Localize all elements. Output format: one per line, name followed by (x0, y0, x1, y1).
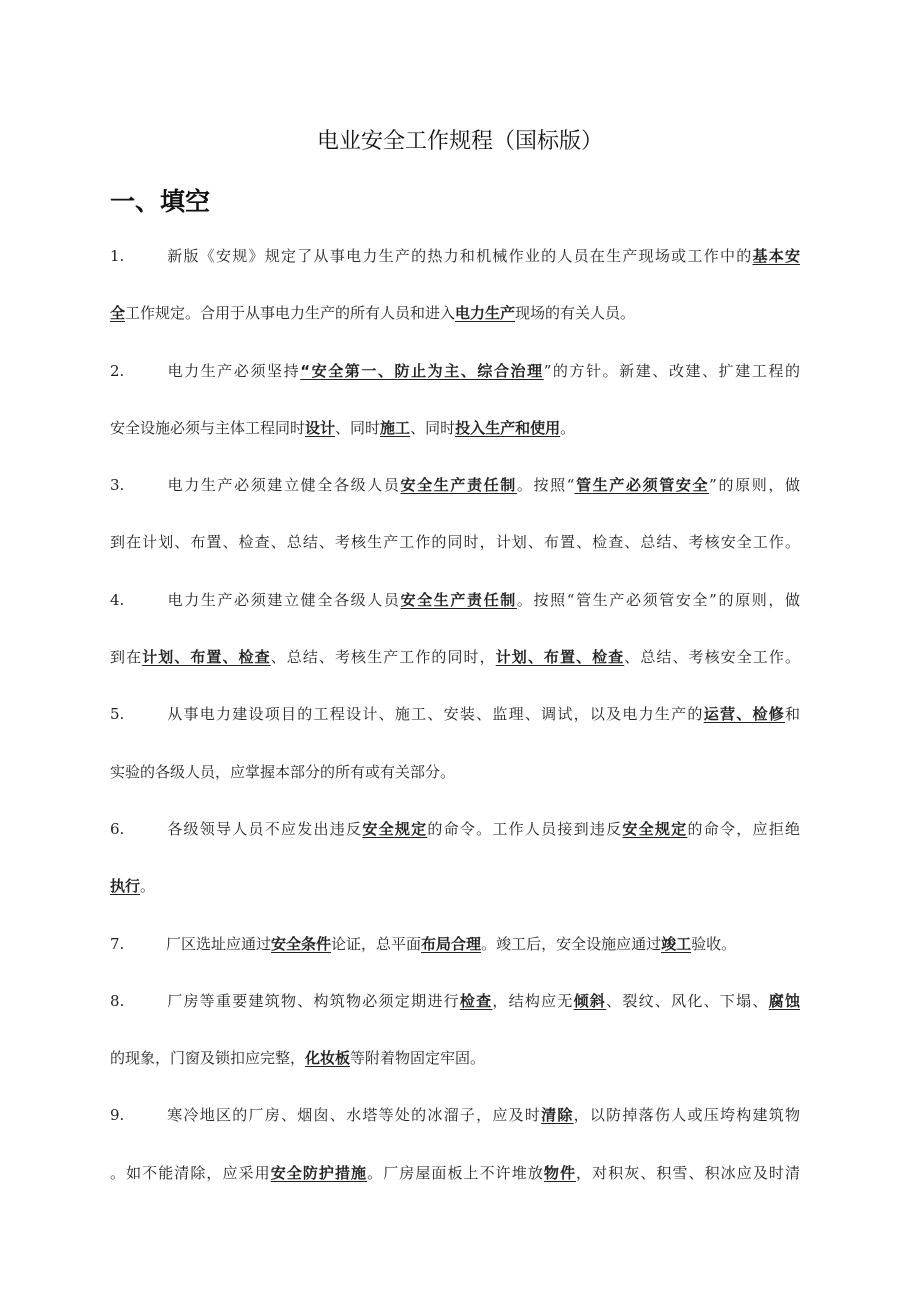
question-text: ，对积灰、积雪、积冰应及时清 (576, 1163, 800, 1182)
answer-blank: 施工 (380, 418, 411, 437)
question-text: 。按照“管生产必须管安全”的原则，做 (516, 590, 800, 609)
question-number: 2. (110, 361, 125, 380)
question-number: 1. (110, 247, 125, 265)
question-continuation-line (110, 756, 800, 813)
fill-in-blank-list (110, 240, 800, 1214)
answer-blank: 物件 (543, 1163, 577, 1182)
question-text: 到在计划、布置、检查、总结、考核生产工作的同时，计划、布置、检查、总结、考核安全工作。 (110, 533, 800, 552)
question-text: 、总结、考核安全工作。 (624, 648, 800, 667)
question-line (110, 469, 800, 526)
answer-blank: 检查 (459, 991, 493, 1010)
question-text: 从事电力建设项目的工程设计、施工、安装、监理、调试，以及电力生产的 (166, 705, 704, 724)
question-text: 和 (784, 705, 800, 724)
question-text: 、裂纹、风化、下塌、 (606, 991, 769, 1010)
question-text: 。按照“ (516, 476, 575, 495)
question-text: 、同时 (335, 418, 381, 437)
answer-blank: 安全规定 (362, 819, 428, 838)
question-text: ”的方针。新建、改建、扩建工程的 (543, 361, 800, 380)
question-text: 实验的各级人员，应掌握本部分的所有或有关部分。 (110, 762, 456, 781)
question-text: 。 (140, 877, 156, 896)
question-text: 厂房等重要建筑物、构筑物必须定期进行 (166, 991, 460, 1010)
answer-blank: 基本安 (752, 247, 800, 265)
section-heading: 一、填空 (110, 187, 211, 216)
question-text: 工作规定。合用于从事电力生产的所有人员和进入 (125, 304, 456, 323)
question-text: 论证，总平面 (331, 934, 422, 953)
answer-blank: 安全规定 (622, 819, 688, 838)
answer-blank: 投入生产和使用 (455, 418, 561, 437)
answer-blank: 计划、布置、检查 (142, 648, 271, 667)
question-text: 的现象，门窗及锁扣应完整， (110, 1049, 306, 1068)
answer-blank: “安全第一、防止为主、综合治理 (300, 361, 544, 380)
question-line (110, 355, 800, 412)
question-continuation-line (110, 526, 800, 583)
question-text: 厂区选址应通过 (166, 934, 272, 953)
answer-blank: 安全生产责任制 (400, 476, 517, 495)
question-continuation-line (110, 641, 800, 698)
answer-blank: 清除 (541, 1106, 574, 1125)
question-text: 现场的有关人员。 (515, 304, 636, 323)
question-text: 新版《安规》规定了从事电力生产的热力和机械作业的人员在生产现场或工作中的 (166, 247, 753, 265)
question-number: 9. (110, 1106, 125, 1125)
answer-blank: 设计 (305, 418, 336, 437)
question-text: 。 (560, 418, 576, 437)
question-text: ，以防掉落伤人或压垮构建筑物 (573, 1106, 800, 1125)
question-text: 到在 (110, 648, 143, 667)
answer-blank: 安全条件 (271, 934, 332, 953)
question-text: 。厂房屋面板上不许堆放 (367, 1163, 544, 1182)
answer-blank: 安全防护措施 (270, 1163, 368, 1182)
answer-blank: 倾斜 (573, 991, 607, 1010)
answer-blank: 化妆板 (305, 1049, 351, 1068)
question-text: 、总结、考核生产工作的同时， (270, 648, 496, 667)
question-text: 电力生产必须坚持 (166, 361, 301, 380)
question-text: 的命令，应拒绝 (687, 819, 800, 838)
answer-blank: 全 (110, 304, 126, 323)
question-number: 5. (110, 705, 125, 724)
answer-blank: 计划、布置、检查 (495, 648, 625, 667)
question-number: 7. (110, 934, 125, 953)
question-number: 6. (110, 819, 125, 838)
question-number: 4. (110, 590, 125, 609)
question-number: 3. (110, 476, 125, 495)
question-continuation-line (110, 1042, 800, 1099)
question-line (110, 985, 800, 1042)
question-text: 、同时 (410, 418, 456, 437)
question-text: 。如不能清除，应采用 (110, 1163, 271, 1182)
question-line (110, 584, 800, 641)
answer-blank: 电力生产 (455, 304, 516, 323)
question-line (110, 813, 800, 870)
answer-blank: 布局合理 (421, 934, 482, 953)
question-text: 电力生产必须建立健全各级人员 (166, 590, 401, 609)
question-text: 安全设施必须与主体工程同时 (110, 418, 306, 437)
question-text: 各级领导人员不应发出违反 (166, 819, 363, 838)
question-line (110, 240, 800, 297)
question-text: 。竣工后，安全设施应通过 (481, 934, 662, 953)
question-line (110, 1099, 800, 1156)
question-continuation-line (110, 870, 800, 927)
answer-blank: 运营、检修 (703, 705, 785, 724)
question-continuation-line (110, 412, 800, 469)
document-title: 电业安全工作规程（国标版） (316, 129, 603, 154)
question-text: 的命令。工作人员接到违反 (427, 819, 623, 838)
answer-blank: 安全生产责任制 (400, 590, 517, 609)
answer-blank: 竣工 (661, 934, 692, 953)
question-text: ”的原则，做 (709, 476, 800, 495)
question-text: 等附着物固定牢固。 (350, 1049, 486, 1068)
answer-blank: 执行 (110, 877, 141, 896)
question-continuation-line (110, 297, 800, 354)
question-number: 8. (110, 991, 125, 1010)
question-text: 验收。 (691, 934, 737, 953)
question-continuation-line (110, 1157, 800, 1214)
answer-blank: 管生产必须管安全 (574, 476, 710, 495)
question-line (110, 698, 800, 755)
answer-blank: 腐蚀 (768, 991, 800, 1010)
question-text: 电力生产必须建立健全各级人员 (166, 476, 401, 495)
question-text: 寒冷地区的厂房、烟囱、水塔等处的冰溜子，应及时 (166, 1106, 542, 1125)
question-text: ，结构应无 (492, 991, 574, 1010)
question-line (110, 928, 800, 985)
